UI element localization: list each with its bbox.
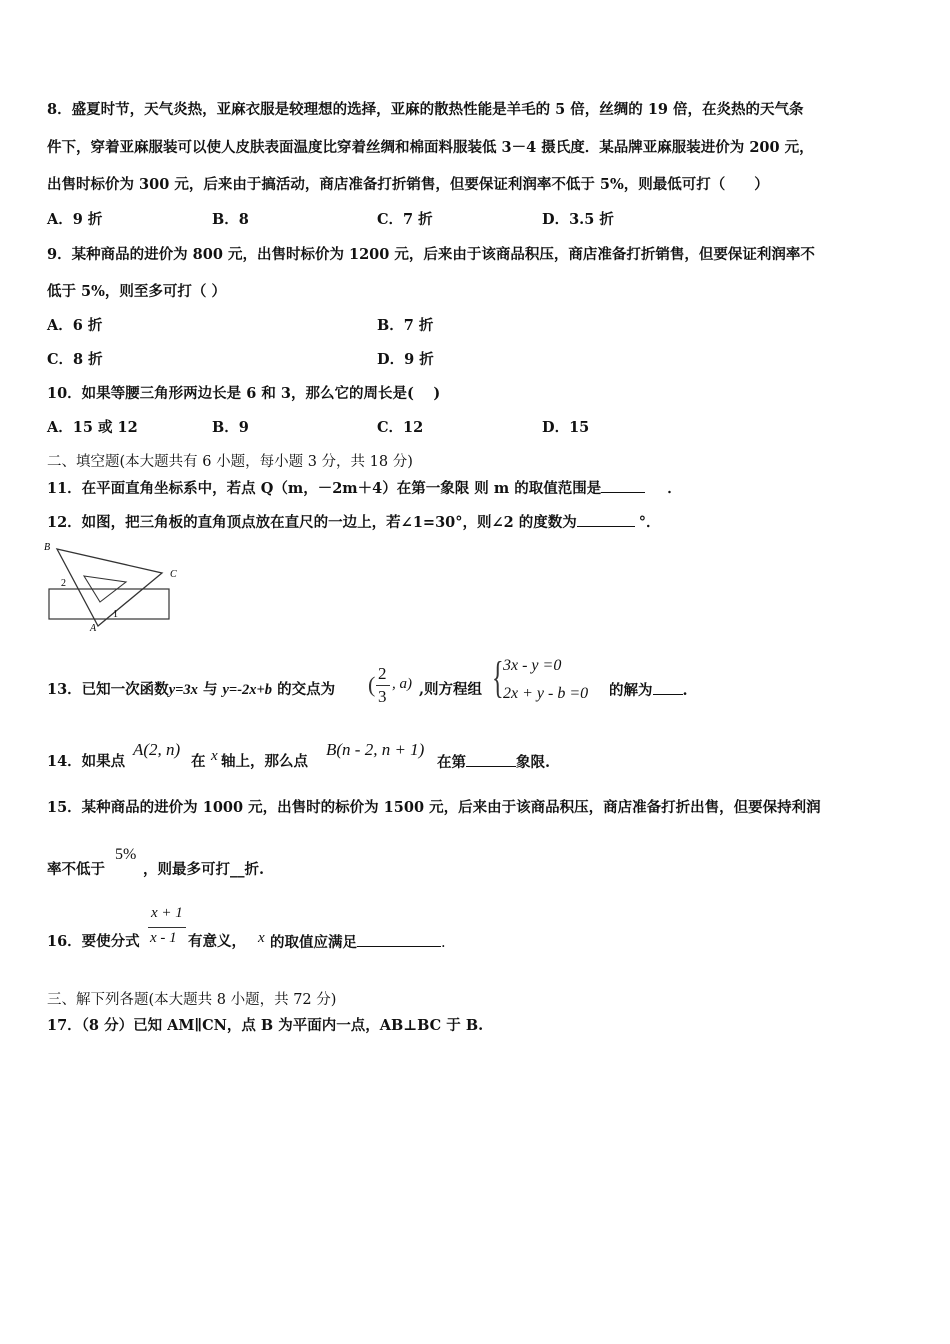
q11-answer-blank[interactable]	[601, 478, 645, 493]
label-b: B	[44, 542, 51, 553]
q12-line	[47, 512, 661, 533]
q10-option-b: B．9	[212, 419, 249, 436]
q12-answer-blank[interactable]	[577, 512, 635, 527]
q13-system-label: ,则方程组	[419, 681, 483, 698]
q16-answer-blank[interactable]	[357, 932, 441, 947]
q16-condition-label: 的取值应满足	[270, 934, 357, 951]
q13-frac-den: 3	[378, 687, 387, 706]
q8-option-a: A．9 折	[47, 211, 103, 228]
label-angle-2: 2	[61, 578, 66, 589]
q9-option-b: B．7 折	[377, 317, 434, 334]
q14-point-b: B(n - 2, n + 1)	[326, 740, 425, 759]
q8-option-c: C．7 折	[377, 211, 433, 228]
q13-equation-2: 2x + y - b =0	[503, 685, 589, 702]
section3-heading: 三、解下列各题(本大题共 8 小题，共 72 分)	[47, 992, 337, 1008]
q9-line2: 低于 5%，则至多可打（ ）	[47, 283, 226, 300]
q14-answer-line	[437, 752, 550, 773]
q16-answer-line: 的取值应满足 .	[270, 934, 446, 951]
q16-fraction	[148, 905, 188, 951]
q14-axis: x	[211, 748, 218, 764]
q14-answer-blank[interactable]	[466, 752, 516, 767]
label-a: A	[90, 623, 97, 632]
q13-prefix: 13．已知一次函数	[47, 681, 169, 698]
label-angle-1: 1	[113, 609, 118, 620]
q8-option-b: B．8	[212, 211, 249, 228]
q13-intersection-text: 的交点为	[272, 681, 336, 698]
q11-period: ．	[667, 480, 682, 497]
q16-variable: x	[258, 930, 265, 946]
ruler	[49, 589, 169, 619]
set-square-outer	[57, 549, 162, 626]
q13-equation-1: 3x - y =0	[503, 657, 562, 674]
q13-answer-blank[interactable]	[653, 680, 683, 695]
q14-axis-text: 轴上，那么点	[221, 753, 308, 770]
q13-text-start	[47, 680, 335, 700]
q13-answer-line: 的解为 .	[609, 682, 688, 699]
q13-point-tail: , a)	[392, 676, 412, 692]
q13-frac-bar	[376, 685, 390, 686]
q16-numerator: x + 1	[151, 905, 183, 921]
q13-point: ( 2 3 , a)	[368, 664, 412, 706]
q16-meaning: 有意义，	[188, 933, 246, 950]
q14-prefix: 14．如果点	[47, 753, 126, 770]
q12-degree: °．	[638, 514, 661, 531]
q11-text: 11．在平面直角坐标系中，若点 Q（m，－2m＋4）在第一象限 则 m 的取值范围是	[47, 480, 602, 497]
q15-prefix: 率不低于	[47, 861, 105, 878]
q15-suffix: ，则最多可打__折.	[143, 861, 265, 878]
q16-prefix: 16．要使分式	[47, 933, 140, 950]
q12-figure	[40, 540, 190, 632]
q10-option-a: A．15 或 12	[47, 419, 138, 436]
q14-on: 在	[191, 753, 206, 770]
q10-option-c: C．12	[377, 419, 424, 436]
q9-line1: 9．某种商品的进价为 800 元，出售时标价为 1200 元，后来由于该商品积压，商店准备打折销售，但要保证利润率不	[47, 246, 815, 263]
q9-option-d: D．9 折	[377, 351, 434, 368]
q14-point-a: A(2, n)	[133, 740, 181, 759]
q8-option-d: D．3.5 折	[542, 211, 614, 228]
q16-denominator: x - 1	[150, 930, 177, 946]
q13-and: 与	[197, 681, 223, 698]
q14-quadrant-prefix: 在第	[437, 754, 466, 771]
q10-line1: 10．如果等腰三角形两边长是 6 和 3，那么它的周长是( )	[47, 385, 441, 402]
q16-fraction-bar	[148, 927, 186, 928]
q15-line1: 15．某种商品的进价为 1000 元，出售时的标价为 1500 元，后来由于该商品积压，商店准备打折出售，但要保持利润	[47, 799, 821, 816]
q9-option-c: C．8 折	[47, 351, 103, 368]
q8-line1: 8．盛夏时节，天气炎热，亚麻衣服是较理想的选择，亚麻的散热性能是羊毛的 5 倍，丝绸的 19 倍，在炎热的天气条	[47, 101, 804, 118]
q10-option-d: D．15	[542, 419, 590, 436]
q8-line3: 出售时标价为 300 元，后来由于搞活动，商店准备打折销售，但要保证利润率不低于 5%，则最低可打（ ）	[47, 176, 769, 193]
q17-line: 17．（8 分）已知 AM∥CN，点 B 为平面内一点，AB⊥BC 于 B.	[47, 1017, 484, 1034]
q13-solution-label: 的解为	[609, 682, 653, 699]
q11-line	[47, 478, 682, 499]
q13-equation-system: { 3x - y =0 2x + y - b =0	[492, 653, 589, 702]
q14-quadrant-suffix: 象限.	[516, 754, 551, 771]
q12-text: 12．如图，把三角板的直角顶点放在直尺的一边上，若∠1=30°，则∠2 的度数为	[47, 514, 577, 531]
q13-frac-num: 2	[378, 664, 387, 683]
label-c: C	[170, 569, 177, 580]
q8-line2: 件下，穿着亚麻服装可以使人皮肤表面温度比穿着丝绸和棉面料服装低 3－4 摄氏度．某品牌亚麻服装进价为 200 元，	[47, 139, 814, 156]
q9-option-a: A．6 折	[47, 317, 103, 334]
section2-heading: 二、填空题(本大题共有 6 小题，每小题 3 分，共 18 分)	[47, 454, 413, 470]
q13-function-1: y=3x	[168, 682, 198, 698]
q13-function-2: y=-2x+b	[222, 682, 273, 698]
q15-percent: 5%	[115, 846, 137, 863]
